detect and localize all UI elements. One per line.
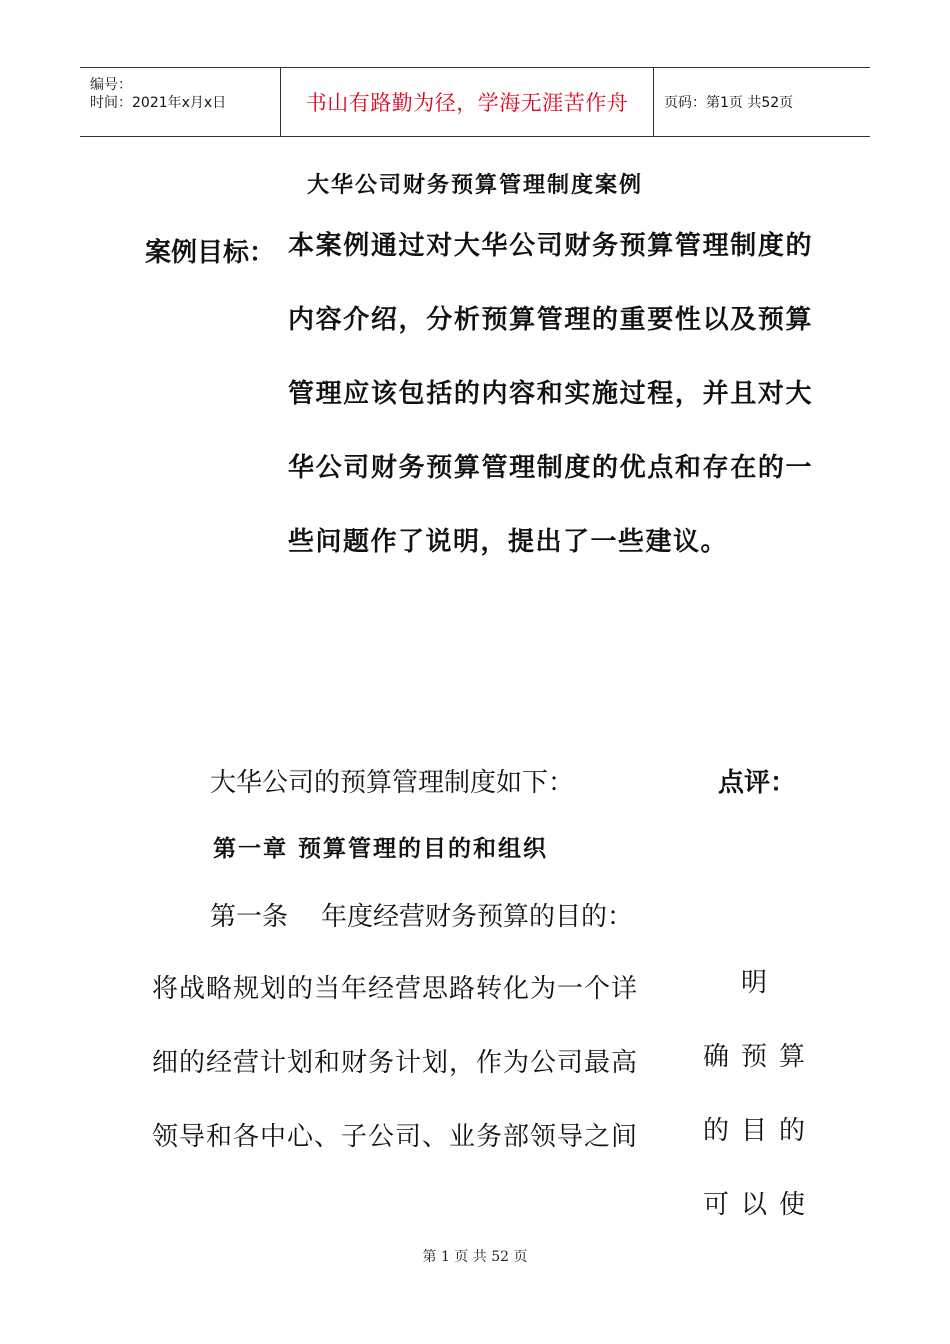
goal-label: 案例目标： bbox=[145, 238, 276, 268]
comment-line: 可以使 bbox=[702, 1190, 817, 1220]
header-page-info: 页码：第1页 共52页 bbox=[664, 95, 794, 111]
header-motto: 书山有路勤为径，学海无涯苦作舟 bbox=[280, 68, 654, 136]
comment-line: 确预算 bbox=[702, 1042, 817, 1072]
document-title: 大华公司财务预算管理制度案例 bbox=[306, 172, 643, 198]
article-title: 第一条 年度经营财务预算的目的： bbox=[210, 902, 634, 932]
intro-text: 大华公司的预算管理制度如下： bbox=[210, 768, 575, 798]
page-footer: 第 1 页 共 52 页 bbox=[422, 1249, 528, 1265]
comment-label: 点评： bbox=[718, 768, 797, 798]
goal-text: 本案例通过对大华公司财务预算管理制度的内容介绍，分析预算管理的重要性以及预算管理应该包括的内容和实施过程，并且对大华公司财务预算管理制度的优点和存在的一些问题作了说明，提出了一些建议。 bbox=[288, 231, 813, 557]
body-line: 细的经营计划和财务计划，作为公司最高 bbox=[152, 1048, 639, 1078]
chapter-title: 第一章 预算管理的目的和组织 bbox=[213, 835, 549, 862]
time-label: 时间：2021年x月x日 bbox=[90, 95, 227, 111]
body-line: 将战略规划的当年经营思路转化为一个详 bbox=[152, 974, 639, 1004]
number-label: 编号： bbox=[90, 77, 132, 93]
body-line: 领导和各中心、子公司、业务部领导之间 bbox=[152, 1122, 639, 1152]
comment-line: 明 bbox=[740, 968, 779, 998]
header-meta bbox=[80, 68, 280, 136]
page-header bbox=[80, 67, 870, 137]
comment-line: 的目的 bbox=[702, 1116, 817, 1146]
